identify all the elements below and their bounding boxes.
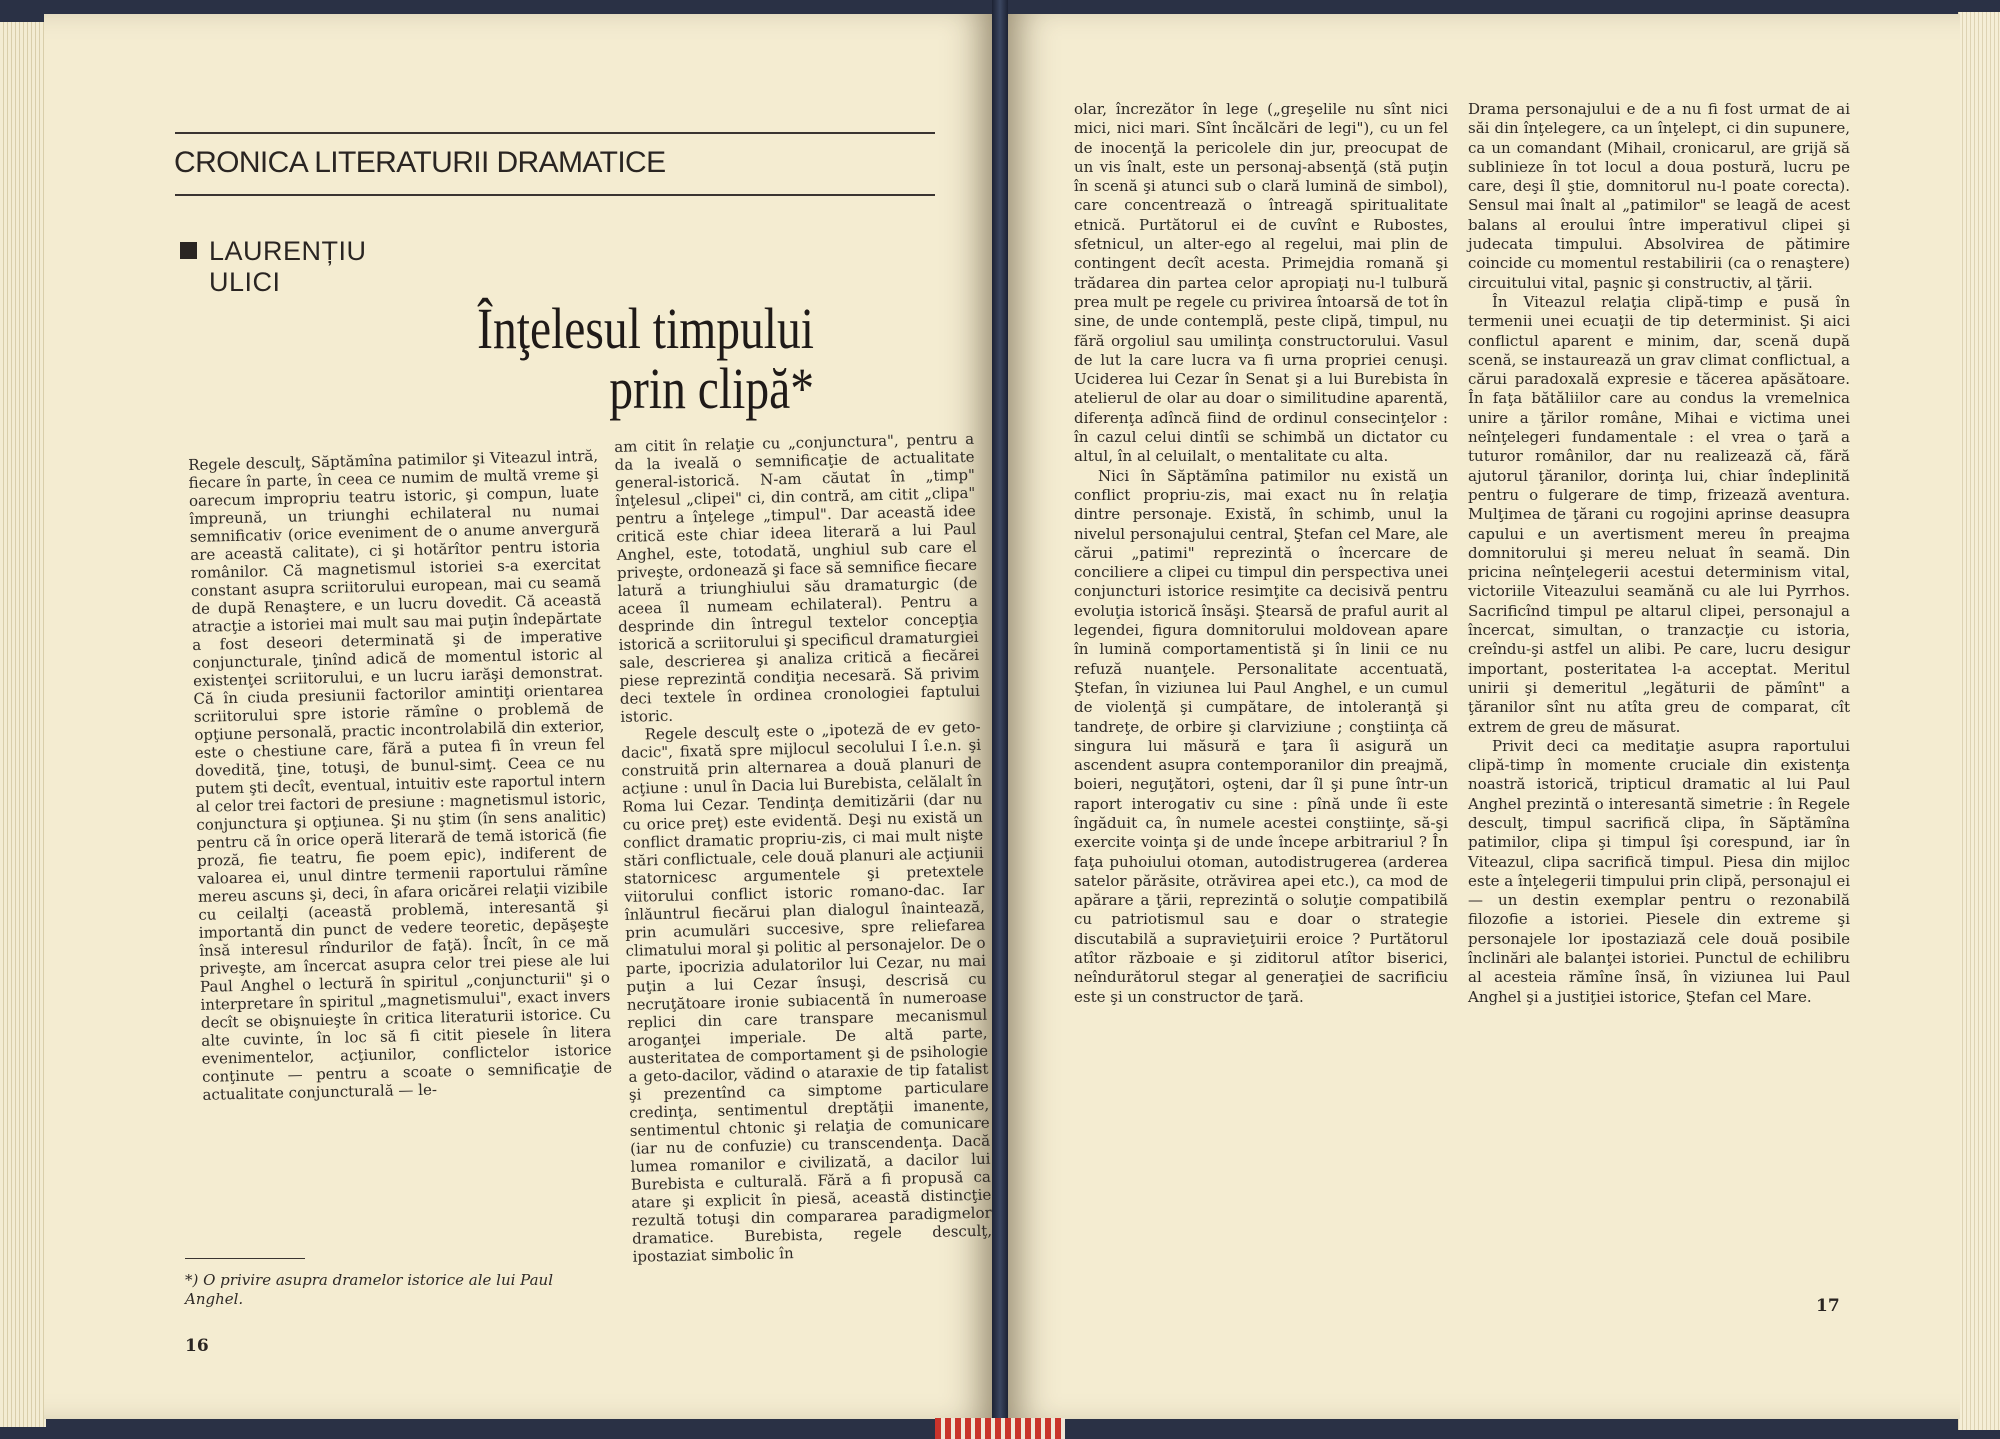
header-rule-top [175, 132, 935, 134]
paragraph: În Viteazul relaţia clipă-timp e pusă în termenii unei ecuaţii de tip determinist. Şi aici conflictul aparent e minim, dar, scenă după scenă, se instaurează un grav climat conflictual, a cărui paradoxală expresie e tăcerea apăsătoare. În faţa bătăliilor care au condus la vremelnica unire a ţărilor române, Mihai e victima unei neînţelegeri fundamentale : el vrea o ţară a tuturor românilor, dar nu realizează că, fără ajutorul ţăranilor, dorinţa lui, chiar îndeplinită pentru o fulgerare de timp, frizează aventura. Mulţimea de ţărani cu rogojini aprinse deasupra capului e un avertisment mereu în preajma domnitorului şi mereu neluat în seamă. Din pricina neînţelegerii acestui determinism vital, victoriile Viteazului seamănă cu ale lui Pyrrhos. Sacrificînd timpul pe altarul clipei, personajul a încercat, simultan, o tranzacţie cu istoria, creîndu-şi astfel un alibi. Pe care, lucru desigur important, posteritatea l-a acceptat. Meritul unirii şi demeritul „legăturii de pămînt" a ţăranilor sînt nu atîta greu de comparat, cît extrem de greu de măsurat. [1468, 292, 1850, 736]
author-first-name: LAURENȚIU [209, 236, 367, 266]
paragraph: am citit în relaţie cu „conjunctura", pentru a da la iveală o semnificaţie de actualitate general-istorică. N-am căutat în „timp" înţelesul „clipei" ci, din contră, am citit „clipa" pentru a înţelege „timpul". Dar această idee critică este chiar ideea literară a lui Paul Anghel, este, totodată, unghiul sub care el priveşte, ordonează şi face să semnifice fiecare latură a triunghiului său dramaturgic (de aceea îl numeam echilateral). Pentru a desprinde din întregul textelor concepţia istorică a scriitorului şi specificul dramaturgiei sale, descrierea şi analiza critică a fiecărei piese reprezintă condiţia necesară. Să privim deci textele în ordinea cronologiei faptului istoric. [614, 429, 981, 726]
paragraph: Privit deci ca meditaţie asupra raportului clipă-timp în momente cruciale din existenţa noastră istorică, tripticul dramatic al lui Paul Anghel prezintă o interesantă simetrie : în Regele desculţ, timpul sacrifică clipa, în Săptămîna patimilor, clipa şi timpul îşi corespund, iar în Viteazul, clipa sacrifică timpul. Piesa din mijloc este a înţelegerii timpului prin clipă, personajul ei — un destin exemplar pentru o rezonabilă filozofie a istoriei. Piesele din extreme şi personajele lor ipostaziază cele două posibile înclinări ale balanţei istoriei. Punctul de echilibru al acesteia rămîne însă, în viziunea lui Paul Anghel şi a justiţiei istorice, Ştefan cel Mare. [1468, 736, 1850, 1006]
paragraph: Drama personajului e de a nu fi fost urmat de ai săi din înţelegere, ca un înţelept, ci din supunere, ca un comandant (Mihail, cronicarul, are grijă să sublinieze în tot locul a doua postură, lucru pe care, deşi îl ştie, domnitorul nu-l poate corecta). Sensul mai înalt al „patimilor" se leagă de acest balans al eroului între imperativul clipei şi judecata timpului. Absolvirea de pătimire coincide cu momentul restabilirii (ca o renaştere) circuitului vital, paşnic şi constructiv, al ţării. [1468, 100, 1850, 292]
page-number-right: 17 [1816, 1296, 1840, 1316]
left-column-1 [188, 447, 613, 1104]
author-name [180, 236, 367, 298]
page-edges-left [0, 22, 46, 1427]
bookmark-ribbon [935, 1418, 1065, 1439]
paragraph: Nici în Săptămîna patimilor nu există un conflict propriu-zis, mai exact nu în relaţia dintre personaje. Există, în schimb, unul la nivelul personajului central, Ştefan cel Mare, ale cărui „patimi" reprezintă o încercare de conciliere a clipei cu timpul din perspectiva unei conjuncturi istorice resimţite ca decisivă pentru evoluţia istorică însăşi. Ştearsă de praful aurit al legendei, figura domnitorului moldovean apare în lumină comportamentistă şi în linii ce nu refuză nuanţele. Personalitate accentuată, Ştefan, în viziunea lui Paul Anghel, e un cumul de violenţă şi cumpătare, de intoleranţă şi tandreţe, de orbire şi clarviziune ; conştiinţa că singura lui măsură e ţara îi asigură un ascendent asupra contemporanilor din preajmă, boieri, neguţători, oşteni, dar îl şi pune într-un raport interogativ cu sine : pînă unde îi este îngăduit ca, în numele acestei conştiinţe, să-şi exercite voinţa şi de unde începe arbitrariul ? În faţa puhoiului otoman, autodistrugerea (arderea satelor părăsite, otrăvirea apei etc.), ca mod de apărare a ţării, reprezintă o soluţie compatibilă cu patriotismul sau e doar o strategie discutabilă a supravieţuirii eroice ? Purtătorul atîtor războaie e şi ziditorul atîtor biserici, neîndurătorul stegar al generaţiei de sacrificiu este şi un constructor de ţară. [1074, 466, 1448, 1006]
right-page [1008, 14, 1960, 1419]
square-bullet-icon [180, 242, 197, 259]
paragraph: Regele desculţ este o „ipoteză de ev geto-dacic", fixată spre mijlocul secolului I î.e.n. şi construită prin alternarea a două planuri de acţiune : unul în Dacia lui Burebista, celălalt în Roma lui Cezar. Tendinţa demitizării (dar nu cu orice preţ) este evidentă. Deşi nu există un conflict dramatic propriu-zis, ci mai mult nişte stări conflictuale, cele două planuri ale acţiunii statornicesc argumentele şi pretextele viitorului conflict istoric romano-dac. Iar înlăuntrul fiecărui plan dialogul înaintează, prin acumulări succesive, spre reliefarea climatului moral şi politic al personajelor. De o parte, ipocrizia adulatorilor lui Cezar, nu mai puţin a lui Cezar însuşi, descrisă cu necruţătoare ironie subiacentă în numeroase replici din care transpare mecanismul aroganţei imperiale. De altă parte, austeritatea de comportament şi de psihologie a geto-dacilor, vădind o ataraxie de tip fatalist şi prezentînd ca simptome particulare credinţa, sentimentul dreptăţii imanente, sentimentul chtonic şi relaţia de comunicare (iar nu de confuzie) cu transcendenţa. Dacă lumea romanilor e civilizată, a dacilor lui Burebista e culturală. Fără a fi propusă ca atare şi explicit în piesă, această distincţie rezultă totuşi din compararea paradigmelor dramatice. Burebista, regele desculţ, ipostaziat simbolic în [620, 717, 992, 1266]
page-edges-right [1958, 12, 2000, 1430]
book-spine [992, 0, 1008, 1439]
page-number-left: 16 [185, 1336, 209, 1356]
left-page [44, 14, 992, 1419]
paragraph: Regele desculţ, Săptămîna patimilor şi Viteazul intră, fiecare în parte, în ceea ce numim de multă vreme şi oarecum impropriu teatru istoric, şi compun, luate împreună, un triunghi echilateral nu numai semnificativ (orice eveniment de o anume anvergură are această calitate), ci şi hotărîtor pentru istoria românilor. Că magnetismul istoriei s-a exercitat constant asupra scriitorului european, mai cu seamă de după Renaştere, e un lucru dovedit. Că această atracţie a istoriei mai mult sau mai puţin îndepărtate a fost deseori determinată şi de imperative conjuncturale, ţinînd adică de momentul istoric al existenţei scriitorului, e un lucru iarăşi demonstrat. Că în ciuda presiunii factorilor amintiţi orientarea scriitorului spre istorie rămîne o problemă de opţiune personală, practic incontrolabilă din exterior, este o chestiune care, fără a putea fi în vreun fel dovedită, ţine, totuşi, de bunul-simţ. Ceea ce nu putem şti decît, eventual, intuitiv este raportul intern al celor trei factori de presiune : magnetismul istoric, conjunctura şi opţiunea. Şi nu ştim (în sens analitic) pentru că în orice operă literară de temă istorică (fie proză, fie teatru, fie poem epic), indiferent de valoarea ei, unul dintre termenii raportului rămîne mereu ascuns şi, deci, în afara oricărei relaţii vizibile cu ceilalţi (această problemă, interesantă şi importantă din punct de vedere teoretic, depăşeşte însă interesul rîndurilor de faţă). Încît, în ce mă priveşte, am încercat asupra celor trei piese ale lui Paul Anghel o lectură în spiritul „conjuncturii" şi o interpretare în spiritul „magnetismului", exact invers decît se obişnuieşte în critica literaturii istorice. Cu alte cuvinte, în loc să fi citit piesele în litera evenimentelor, acţiunilor, conflictelor istorice conţinute — pentru a scoate o semnificaţie de actualitate conjuncturală — le- [188, 446, 613, 1104]
footnote: *) O privire asupra dramelor istorice ale lui Paul Anghel. [185, 1271, 554, 1308]
left-column-2 [614, 430, 992, 1266]
author-last-name: ULICI [209, 267, 281, 297]
section-title: CRONICA LITERATURII DRAMATICE [174, 146, 666, 179]
header-rule-bottom [175, 194, 935, 196]
paragraph: olar, încrezător în lege („greşelile nu sînt nici mici, nici mari. Sînt încălcări de legi"), cu un fel de inocenţă la pericolele din jur, preocupat de un vis înalt, este un personaj-absenţă (stă puţin în scenă şi atunci sub o clară lumină de simbol), care concentrează o întreagă spiritualitate etnică. Purtătorul ei de cuvînt e Rubostes, sfetnicul, un alter-ego al regelui, mai plin de contingent decît acesta. Primejdia romană şi trădarea din partea celor apropiaţi nu-l tulbură prea mult pe regele cu privirea întoarsă de tot în sine, de unde contemplă, peste clipă, timpul, nu fără orgoliul sau umilinţa constructorului. Vasul de lut la care lucra va fi urna propriei cenuşi. Uciderea lui Cezar în Senat şi a lui Burebista în atelierul de olar au doar o similitudine aparentă, diferenţa adîncă fiind de ordinul consecinţelor : în cazul celui dintîi se schimbă un dictator cu altul, în al celuilalt, o mentalitate cu alta. [1074, 100, 1448, 466]
right-column-2 [1468, 100, 1850, 1007]
article-title: Înţelesul timpului prin clipă* [477, 296, 814, 421]
right-column-1 [1074, 100, 1448, 1007]
footnote-rule [185, 1258, 305, 1259]
